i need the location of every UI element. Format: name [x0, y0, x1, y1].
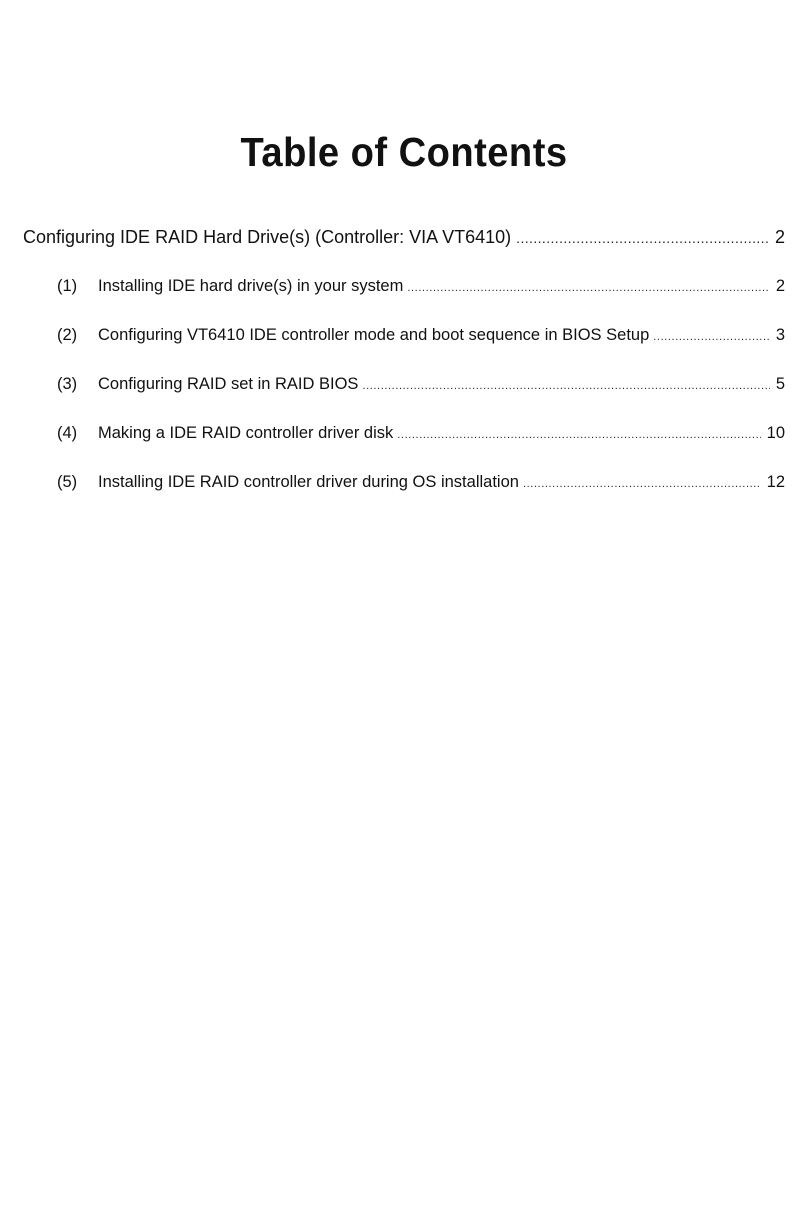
- toc-entry-number: (4): [57, 424, 78, 442]
- toc-page-number: 10: [766, 424, 785, 442]
- toc-entry-number: (2): [57, 326, 78, 344]
- toc-page-number: 2: [775, 277, 785, 295]
- toc-page-number: 5: [775, 375, 785, 393]
- page-title: Table of Contents: [240, 129, 568, 175]
- toc-entry-number: (1): [57, 277, 78, 295]
- toc-entry-text: Configuring IDE RAID Hard Drive(s) (Controller: VIA VT6410): [23, 227, 512, 247]
- toc-entry-number: (3): [57, 375, 78, 393]
- toc-sub-entry-3[interactable]: [57, 372, 785, 398]
- toc-entry-text: Installing IDE RAID controller driver during OS installation: [98, 473, 519, 491]
- toc-entry-number: (5): [57, 473, 78, 491]
- toc-leader-dots: [653, 325, 770, 349]
- toc-page-number: 3: [775, 326, 785, 344]
- toc-entry-text: Configuring RAID set in RAID BIOS: [98, 375, 359, 393]
- toc-sub-entry-4[interactable]: [57, 421, 785, 447]
- toc-main-entry[interactable]: [23, 224, 785, 251]
- toc-sub-entry-5[interactable]: [57, 470, 785, 496]
- toc-leader-dots: [523, 472, 761, 496]
- toc-leader-dots: [407, 276, 769, 300]
- toc-page-number: 12: [766, 473, 785, 491]
- toc-sub-entry-1[interactable]: [57, 274, 785, 300]
- toc-leader-dots: [516, 225, 770, 251]
- toc-entry-text: Configuring VT6410 IDE controller mode and boot sequence in BIOS Setup: [98, 326, 650, 344]
- toc-entry-text: Installing IDE hard drive(s) in your system: [98, 277, 404, 295]
- toc-page-number: 2: [774, 227, 785, 247]
- toc-leader-dots: [397, 423, 760, 447]
- toc-entry-text: Making a IDE RAID controller driver disk: [98, 424, 394, 442]
- toc-sub-entry-2[interactable]: [57, 323, 785, 349]
- toc-leader-dots: [362, 374, 769, 398]
